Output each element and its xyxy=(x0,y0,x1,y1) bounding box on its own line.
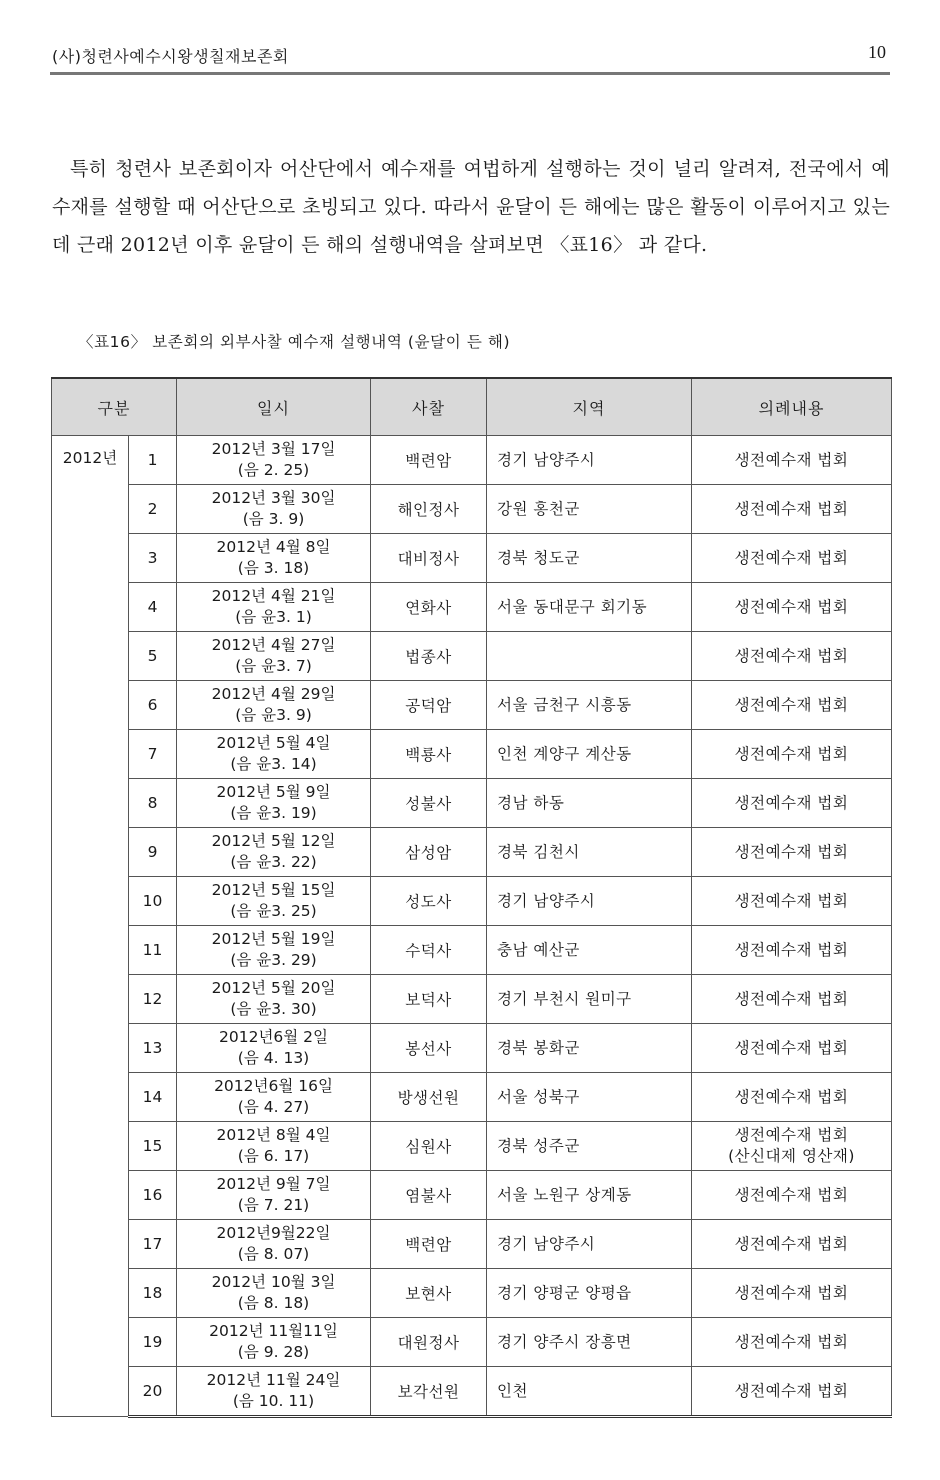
page-number: 10 xyxy=(868,42,886,62)
header-title: (사)청련사예수시왕생칠재보존회 xyxy=(52,47,289,66)
lunar-date: (음 4. 27) xyxy=(237,1098,310,1116)
header-divider xyxy=(50,72,890,75)
ritual-text: 생전예수재 법회 xyxy=(734,1234,849,1253)
temple-cell: 대비정사 xyxy=(371,534,487,583)
solar-date: 2012년 5월 9일 xyxy=(216,783,331,801)
temple-cell: 보덕사 xyxy=(371,975,487,1024)
date-cell xyxy=(177,877,371,926)
table-row xyxy=(52,1367,892,1417)
table-row xyxy=(52,730,892,779)
date-cell xyxy=(177,1269,371,1318)
row-number: 11 xyxy=(129,926,177,975)
page-header xyxy=(52,40,890,72)
region-cell: 경북 청도군 xyxy=(487,534,692,583)
ritual-text: 생전예수재 법회 xyxy=(734,1185,849,1204)
lunar-date: (음 윤3. 30) xyxy=(230,1000,317,1018)
ritual-cell xyxy=(692,975,892,1024)
date-cell xyxy=(177,681,371,730)
temple-cell: 대원정사 xyxy=(371,1318,487,1367)
year-cell: 2012년 xyxy=(52,436,129,1417)
ritual-text: 생전예수재 법회 xyxy=(734,1126,849,1144)
solar-date: 2012년 4월 29일 xyxy=(211,685,336,703)
table-row xyxy=(52,828,892,877)
lunar-date: (음 윤3. 9) xyxy=(235,706,312,724)
table-row xyxy=(52,779,892,828)
ritual-cell xyxy=(692,1367,892,1417)
header-category: 구분 xyxy=(52,378,177,436)
table-row xyxy=(52,534,892,583)
temple-cell: 삼성암 xyxy=(371,828,487,877)
ritual-cell xyxy=(692,1024,892,1073)
ritual-cell xyxy=(692,1220,892,1269)
ritual-cell xyxy=(692,485,892,534)
row-number: 1 xyxy=(129,436,177,485)
solar-date: 2012년 5월 20일 xyxy=(211,979,336,997)
region-cell: 서울 노원구 상계동 xyxy=(487,1171,692,1220)
table-row xyxy=(52,1171,892,1220)
table-row xyxy=(52,1073,892,1122)
row-number: 10 xyxy=(129,877,177,926)
date-cell xyxy=(177,1171,371,1220)
temple-cell: 보현사 xyxy=(371,1269,487,1318)
ritual-text: 생전예수재 법회 xyxy=(734,793,849,812)
solar-date: 2012년 10월 3일 xyxy=(211,1273,336,1291)
table-row xyxy=(52,975,892,1024)
temple-cell: 성도사 xyxy=(371,877,487,926)
ritual-cell xyxy=(692,583,892,632)
region-cell: 경기 남양주시 xyxy=(487,877,692,926)
lunar-date: (음 6. 17) xyxy=(237,1147,310,1165)
solar-date: 2012년 8월 4일 xyxy=(216,1126,331,1144)
temple-cell: 방생선원 xyxy=(371,1073,487,1122)
region-cell: 서울 동대문구 회기동 xyxy=(487,583,692,632)
row-number: 18 xyxy=(129,1269,177,1318)
table-row xyxy=(52,1024,892,1073)
temple-cell: 백룡사 xyxy=(371,730,487,779)
ritual-text: 생전예수재 법회 xyxy=(734,1087,849,1106)
date-cell xyxy=(177,779,371,828)
lunar-date: (음 10. 11) xyxy=(232,1392,315,1410)
temple-cell: 공덕암 xyxy=(371,681,487,730)
ritual-text: 생전예수재 법회 xyxy=(734,1283,849,1302)
ritual-text: 생전예수재 법회 xyxy=(734,1381,849,1400)
header-temple: 사찰 xyxy=(371,378,487,436)
lunar-date: (음 4. 13) xyxy=(237,1049,310,1067)
table-row xyxy=(52,1318,892,1367)
temple-cell: 염불사 xyxy=(371,1171,487,1220)
table-caption: 〈표16〉 보존회의 외부사찰 예수재 설행내역 (윤달이 든 해) xyxy=(78,333,511,351)
lunar-date: (음 8. 07) xyxy=(237,1245,310,1263)
header-ritual: 의례내용 xyxy=(692,378,892,436)
solar-date: 2012년 5월 4일 xyxy=(216,734,331,752)
ritual-text: 생전예수재 법회 xyxy=(734,1038,849,1057)
ritual-cell xyxy=(692,632,892,681)
row-number: 4 xyxy=(129,583,177,632)
ritual-text: 생전예수재 법회 xyxy=(734,548,849,567)
ritual-cell xyxy=(692,1318,892,1367)
row-number: 7 xyxy=(129,730,177,779)
ritual-records-table xyxy=(51,377,892,1418)
date-cell xyxy=(177,583,371,632)
lunar-date: (음 7. 21) xyxy=(237,1196,310,1214)
row-number: 20 xyxy=(129,1367,177,1417)
ritual-text: 생전예수재 법회 xyxy=(734,646,849,665)
table-row xyxy=(52,485,892,534)
ritual-cell xyxy=(692,779,892,828)
region-cell: 인천 계양구 계산동 xyxy=(487,730,692,779)
ritual-text: 생전예수재 법회 xyxy=(734,989,849,1008)
solar-date: 2012년 11월11일 xyxy=(209,1322,338,1340)
ritual-text: 생전예수재 법회 xyxy=(734,744,849,763)
region-cell xyxy=(487,632,692,681)
date-cell xyxy=(177,1122,371,1171)
row-number: 2 xyxy=(129,485,177,534)
ritual-note: (산신대제 영산재) xyxy=(728,1147,855,1165)
solar-date: 2012년 3월 30일 xyxy=(211,489,336,507)
temple-cell: 봉선사 xyxy=(371,1024,487,1073)
date-cell xyxy=(177,926,371,975)
row-number: 16 xyxy=(129,1171,177,1220)
lunar-date: (음 윤3. 7) xyxy=(235,657,312,675)
date-cell xyxy=(177,828,371,877)
solar-date: 2012년9월22일 xyxy=(216,1224,331,1242)
lunar-date: (음 윤3. 29) xyxy=(230,951,317,969)
row-number: 14 xyxy=(129,1073,177,1122)
solar-date: 2012년 5월 19일 xyxy=(211,930,336,948)
temple-cell: 연화사 xyxy=(371,583,487,632)
row-number: 12 xyxy=(129,975,177,1024)
lunar-date: (음 윤3. 25) xyxy=(230,902,317,920)
region-cell: 서울 금천구 시흥동 xyxy=(487,681,692,730)
lunar-date: (음 윤3. 1) xyxy=(235,608,312,626)
table-row xyxy=(52,632,892,681)
solar-date: 2012년 4월 8일 xyxy=(216,538,331,556)
lunar-date: (음 8. 18) xyxy=(237,1294,310,1312)
date-cell xyxy=(177,534,371,583)
table-row xyxy=(52,681,892,730)
temple-cell: 수덕사 xyxy=(371,926,487,975)
region-cell: 경기 남양주시 xyxy=(487,436,692,485)
region-cell: 경북 성주군 xyxy=(487,1122,692,1171)
ritual-text: 생전예수재 법회 xyxy=(734,1332,849,1351)
table-row xyxy=(52,583,892,632)
row-number: 15 xyxy=(129,1122,177,1171)
solar-date: 2012년6월 16일 xyxy=(214,1077,333,1095)
row-number: 6 xyxy=(129,681,177,730)
ritual-cell xyxy=(692,1073,892,1122)
temple-cell: 법종사 xyxy=(371,632,487,681)
table-row xyxy=(52,1122,892,1171)
row-number: 3 xyxy=(129,534,177,583)
table-row xyxy=(52,1220,892,1269)
row-number: 17 xyxy=(129,1220,177,1269)
ritual-cell xyxy=(692,1122,892,1171)
date-cell xyxy=(177,1073,371,1122)
ritual-cell xyxy=(692,681,892,730)
date-cell xyxy=(177,1367,371,1417)
row-number: 5 xyxy=(129,632,177,681)
region-cell: 인천 xyxy=(487,1367,692,1417)
table-row xyxy=(52,877,892,926)
solar-date: 2012년 5월 15일 xyxy=(211,881,336,899)
date-cell xyxy=(177,1318,371,1367)
ritual-cell xyxy=(692,877,892,926)
region-cell: 경남 하동 xyxy=(487,779,692,828)
region-cell: 경기 남양주시 xyxy=(487,1220,692,1269)
table-row xyxy=(52,926,892,975)
region-cell: 경기 양주시 장흥면 xyxy=(487,1318,692,1367)
table-row xyxy=(52,436,892,485)
date-cell xyxy=(177,1024,371,1073)
table-body xyxy=(52,436,892,1417)
date-cell xyxy=(177,632,371,681)
date-cell xyxy=(177,975,371,1024)
solar-date: 2012년6월 2일 xyxy=(219,1028,329,1046)
header-date: 일시 xyxy=(177,378,371,436)
lunar-date: (음 윤3. 22) xyxy=(230,853,317,871)
solar-date: 2012년 3월 17일 xyxy=(211,440,336,458)
row-number: 9 xyxy=(129,828,177,877)
table-row xyxy=(52,1269,892,1318)
region-cell: 경북 김천시 xyxy=(487,828,692,877)
lunar-date: (음 2. 25) xyxy=(237,461,310,479)
ritual-cell xyxy=(692,1269,892,1318)
date-cell xyxy=(177,1220,371,1269)
ritual-text: 생전예수재 법회 xyxy=(734,450,849,469)
solar-date: 2012년 9월 7일 xyxy=(216,1175,331,1193)
lunar-date: (음 윤3. 14) xyxy=(230,755,317,773)
header-region: 지역 xyxy=(487,378,692,436)
table-header-row xyxy=(52,378,892,436)
lunar-date: (음 3. 9) xyxy=(242,510,305,528)
ritual-text: 생전예수재 법회 xyxy=(734,695,849,714)
date-cell xyxy=(177,730,371,779)
ritual-cell xyxy=(692,534,892,583)
ritual-cell xyxy=(692,1171,892,1220)
temple-cell: 해인정사 xyxy=(371,485,487,534)
date-cell xyxy=(177,436,371,485)
lunar-date: (음 윤3. 19) xyxy=(230,804,317,822)
temple-cell: 백련암 xyxy=(371,1220,487,1269)
temple-cell: 백련암 xyxy=(371,436,487,485)
region-cell: 경북 봉화군 xyxy=(487,1024,692,1073)
lunar-date: (음 3. 18) xyxy=(237,559,310,577)
solar-date: 2012년 4월 21일 xyxy=(211,587,336,605)
ritual-text: 생전예수재 법회 xyxy=(734,842,849,861)
row-number: 8 xyxy=(129,779,177,828)
lunar-date: (음 9. 28) xyxy=(237,1343,310,1361)
ritual-text: 생전예수재 법회 xyxy=(734,499,849,518)
row-number: 19 xyxy=(129,1318,177,1367)
region-cell: 충남 예산군 xyxy=(487,926,692,975)
region-cell: 경기 부천시 원미구 xyxy=(487,975,692,1024)
solar-date: 2012년 4월 27일 xyxy=(211,636,336,654)
ritual-cell xyxy=(692,828,892,877)
solar-date: 2012년 5월 12일 xyxy=(211,832,336,850)
ritual-text: 생전예수재 법회 xyxy=(734,940,849,959)
ritual-cell xyxy=(692,436,892,485)
ritual-text: 생전예수재 법회 xyxy=(734,891,849,910)
region-cell: 서울 성북구 xyxy=(487,1073,692,1122)
temple-cell: 심원사 xyxy=(371,1122,487,1171)
temple-cell: 성불사 xyxy=(371,779,487,828)
region-cell: 경기 양평군 양평읍 xyxy=(487,1269,692,1318)
ritual-cell xyxy=(692,730,892,779)
row-number: 13 xyxy=(129,1024,177,1073)
date-cell xyxy=(177,485,371,534)
body-paragraph: 특히 청련사 보존회이자 어산단에서 예수재를 여법하게 설행하는 것이 널리 알려져, 전국에서 예수재를 설행할 때 어산단으로 초빙되고 있다. 따라서 윤달이 든 해에는 많은 활동이 이루어지고 있는데 근래 2012년 이후 윤달이 든 해의 설행내역을 살펴보면 〈표16〉 과 같다. xyxy=(52,158,890,256)
ritual-text: 생전예수재 법회 xyxy=(734,597,849,616)
region-cell: 강원 홍천군 xyxy=(487,485,692,534)
temple-cell: 보각선원 xyxy=(371,1367,487,1417)
solar-date: 2012년 11월 24일 xyxy=(206,1371,341,1389)
ritual-cell xyxy=(692,926,892,975)
